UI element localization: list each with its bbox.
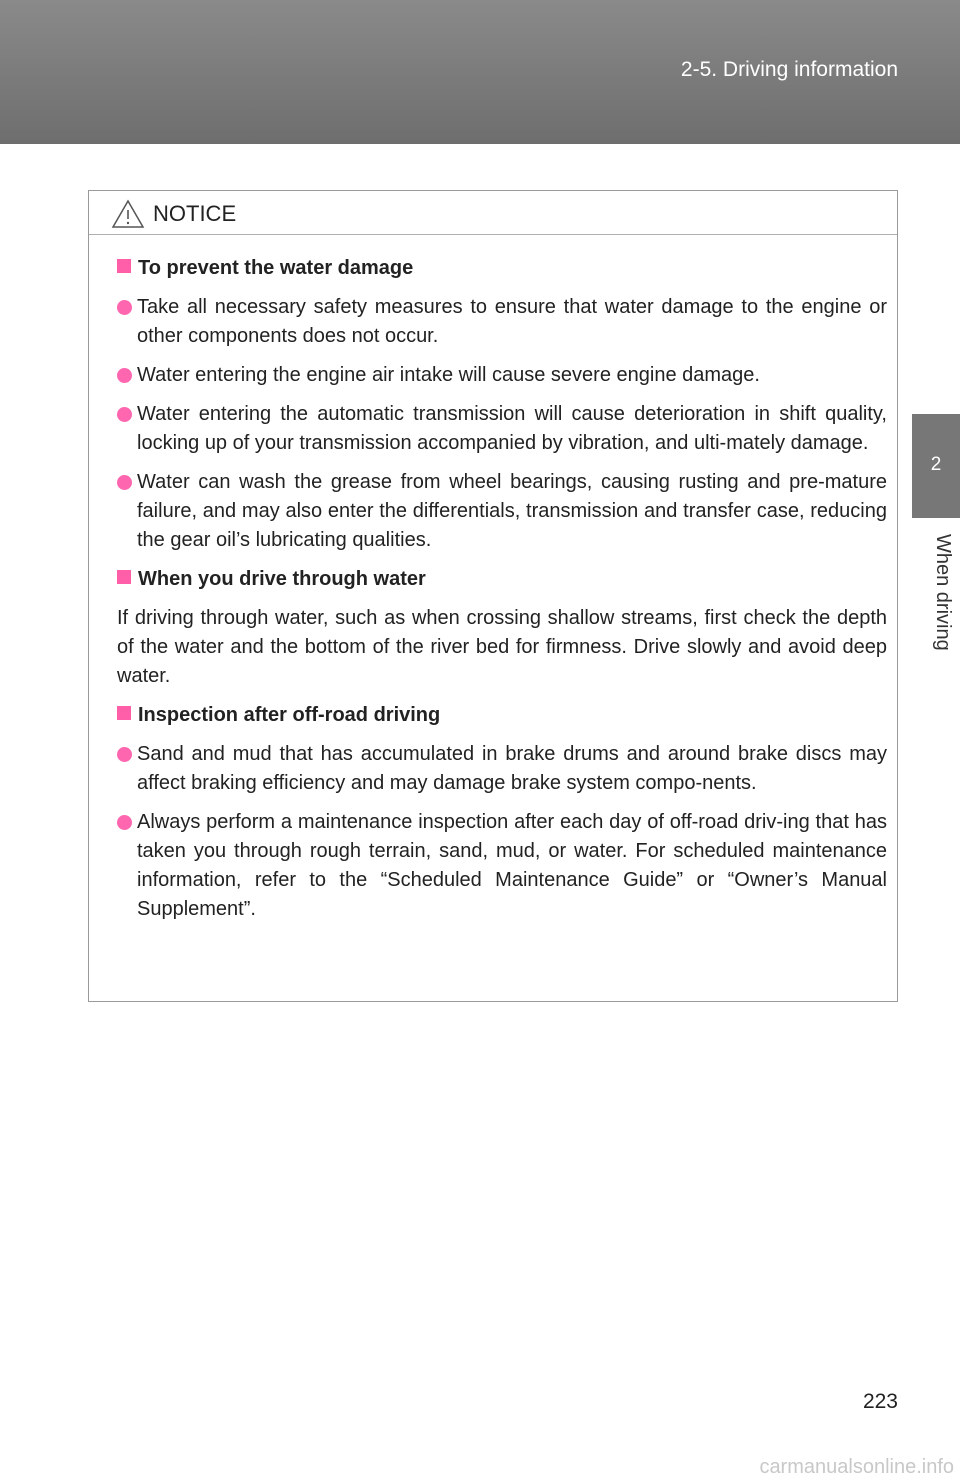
circle-bullet-icon: [117, 300, 132, 315]
list-item: Water entering the engine air intake will cause severe engine damage.: [117, 361, 887, 390]
square-bullet-icon: [117, 570, 131, 584]
list-item: Take all necessary safety measures to ensure that water damage to the engine or other components does not occur.: [117, 293, 887, 351]
square-bullet-icon: [117, 259, 131, 273]
circle-bullet-icon: [117, 815, 132, 830]
list-item: Water can wash the grease from wheel bearings, causing rusting and pre-mature failure, and may also enter the differentials, transmission and transfer case, reducing the gear oil’s lubricating qualities.: [117, 468, 887, 555]
page-number: 223: [862, 1390, 898, 1413]
list-item: Always perform a maintenance inspection after each day of off-road driv-ing that has taken you through rough terrain, sand, mud, or water. For scheduled maintenance information, refer to the “Scheduled Maintenance Guide” or “Owner’s Manual Supplement”.: [117, 808, 887, 924]
square-bullet-icon: [117, 706, 131, 720]
section-heading: To prevent the water damage: [117, 254, 887, 283]
notice-body: [89, 235, 897, 924]
section-paragraph: If driving through water, such as when crossing shallow streams, first check the depth of the water and the bottom of the river bed for firmness. Drive slowly and avoid deep water.: [117, 607, 887, 687]
chapter-label: When driving: [932, 534, 954, 651]
notice-header: [89, 191, 897, 235]
page-header: [0, 0, 960, 144]
circle-bullet-icon: [117, 368, 132, 383]
warning-triangle-icon: [111, 199, 145, 229]
section-heading: Inspection after off-road driving: [117, 701, 887, 730]
watermark: carmanualsonline.info: [759, 1456, 954, 1478]
chapter-number: 2: [930, 454, 942, 475]
notice-box: [88, 190, 898, 1002]
notice-title: NOTICE: [153, 201, 237, 226]
list-item: Water entering the automatic transmission will cause deterioration in shift quality, locking up of your transmission accompanied by vibration, and ulti-mately damage.: [117, 400, 887, 458]
chapter-tab: [912, 414, 960, 518]
circle-bullet-icon: [117, 747, 132, 762]
circle-bullet-icon: [117, 475, 132, 490]
section-title: 2-5. Driving information: [680, 58, 898, 81]
section-heading: When you drive through water: [117, 565, 887, 594]
circle-bullet-icon: [117, 407, 132, 422]
list-item: Sand and mud that has accumulated in brake drums and around brake discs may affect braking efficiency and may damage brake system compo-nents.: [117, 740, 887, 798]
